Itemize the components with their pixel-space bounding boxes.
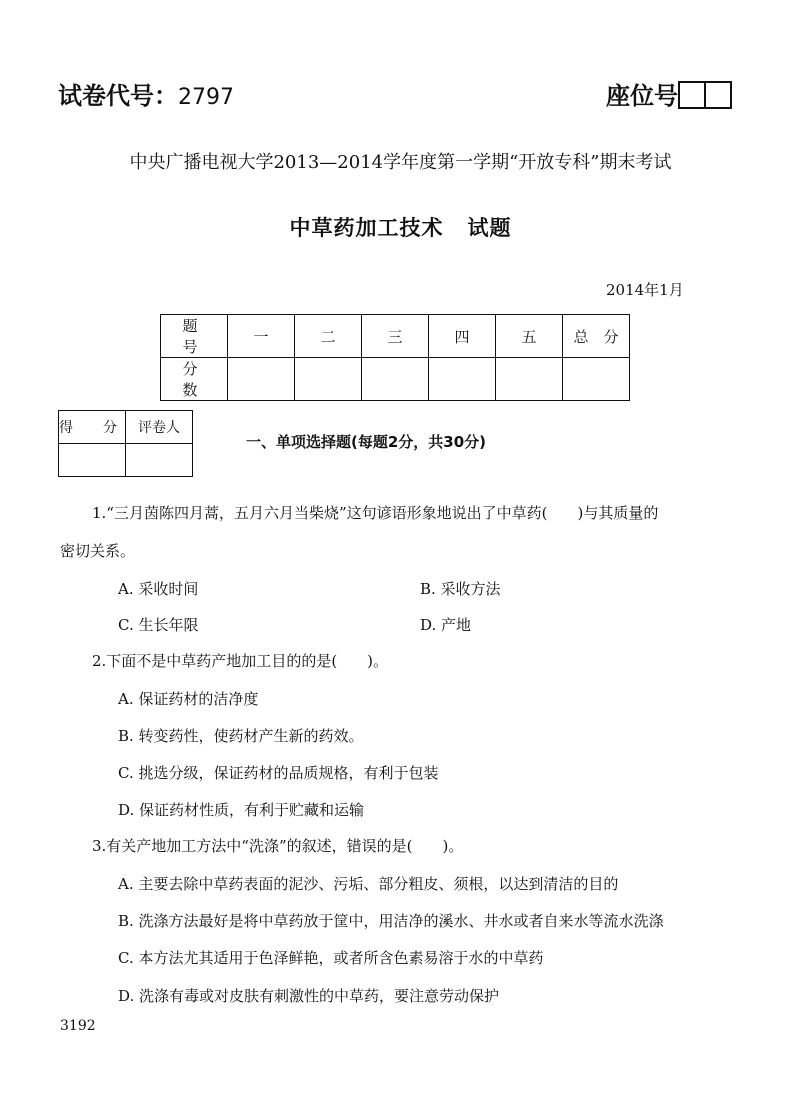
score-input-5[interactable] bbox=[496, 358, 563, 401]
seat-box-2[interactable] bbox=[704, 81, 732, 109]
score-row-label: 分 数 bbox=[161, 358, 228, 401]
paper-code-value: 2797 bbox=[178, 85, 234, 110]
question-1-line-2: 密切关系。 bbox=[60, 542, 136, 560]
paper-title bbox=[0, 212, 801, 242]
seat-number-boxes[interactable] bbox=[680, 81, 732, 109]
score-input-total[interactable] bbox=[563, 358, 630, 401]
question-1-option-a[interactable]: A. 采收时间 bbox=[118, 580, 199, 598]
grader-score-input[interactable] bbox=[59, 444, 126, 477]
exam-heading: 中央广播电视大学2013—2014学年度第一学期“开放专科”期末考试 bbox=[129, 152, 672, 173]
score-input-2[interactable] bbox=[295, 358, 362, 401]
question-2-option-b[interactable]: B. 转变药性，使药材产生新的药效。 bbox=[118, 727, 364, 745]
question-2-line-1: 2.下面不是中草药产地加工目的的是( )。 bbox=[92, 652, 389, 670]
grader-score-label: 得 分 bbox=[59, 411, 126, 444]
question-3-option-b[interactable]: B. 洗涤方法最好是将中草药放于筐中，用洁净的溪水、井水或者自来水等流水洗涤 bbox=[118, 912, 664, 930]
score-cell-5: 五 bbox=[496, 315, 563, 358]
score-cell-label: 题 号 bbox=[161, 315, 228, 358]
question-2-option-c[interactable]: C. 挑选分级，保证药材的品质规格，有利于包装 bbox=[118, 764, 439, 782]
question-1-line-1: 1.“三月茵陈四月蒿，五月六月当柴烧”这句谚语形象地说出了中草药( )与其质量的 bbox=[92, 504, 659, 522]
score-cell-1: 一 bbox=[228, 315, 295, 358]
paper-title-suffix: 试题 bbox=[467, 215, 512, 240]
question-3-line-1: 3.有关产地加工方法中“洗涤”的叙述，错误的是( )。 bbox=[92, 837, 464, 855]
section-title: 一、单项选择题(每题2分，共30分) bbox=[246, 433, 487, 451]
score-table-header-row bbox=[161, 315, 630, 358]
score-cell-4: 四 bbox=[429, 315, 496, 358]
question-2-option-d[interactable]: D. 保证药材性质，有利于贮藏和运输 bbox=[118, 801, 365, 819]
page-number: 3192 bbox=[60, 1018, 96, 1034]
paper-title-main: 中草药加工技术 bbox=[289, 215, 444, 240]
question-1-option-b[interactable]: B. 采收方法 bbox=[420, 580, 501, 598]
score-table bbox=[160, 314, 630, 401]
paper-code-label: 试卷代号： bbox=[58, 82, 178, 110]
score-cell-total: 总 分 bbox=[563, 315, 630, 358]
question-3-option-c[interactable]: C. 本方法尤其适用于色泽鲜艳，或者所含色素易溶于水的中草药 bbox=[118, 949, 544, 967]
question-3-option-d[interactable]: D. 洗涤有毒或对皮肤有刺激性的中草药，要注意劳动保护 bbox=[118, 987, 500, 1005]
score-table-value-row bbox=[161, 358, 630, 401]
score-input-3[interactable] bbox=[362, 358, 429, 401]
question-2-option-a[interactable]: A. 保证药材的洁净度 bbox=[118, 690, 259, 708]
seat-number-label: 座位号 bbox=[606, 82, 678, 110]
score-cell-2: 二 bbox=[295, 315, 362, 358]
question-1-option-d[interactable]: D. 产地 bbox=[420, 616, 472, 634]
score-input-1[interactable] bbox=[228, 358, 295, 401]
question-1-option-c[interactable]: C. 生长年限 bbox=[118, 616, 199, 634]
score-cell-3: 三 bbox=[362, 315, 429, 358]
question-3-option-a[interactable]: A. 主要去除中草药表面的泥沙、污垢、部分粗皮、须根，以达到清洁的目的 bbox=[118, 875, 619, 893]
grader-table bbox=[58, 410, 193, 477]
paper-code bbox=[58, 76, 234, 111]
grader-name-input[interactable] bbox=[126, 444, 193, 477]
score-input-4[interactable] bbox=[429, 358, 496, 401]
grader-name-label: 评卷人 bbox=[126, 411, 193, 444]
seat-box-1[interactable] bbox=[678, 81, 706, 109]
exam-date: 2014年1月 bbox=[606, 281, 684, 299]
